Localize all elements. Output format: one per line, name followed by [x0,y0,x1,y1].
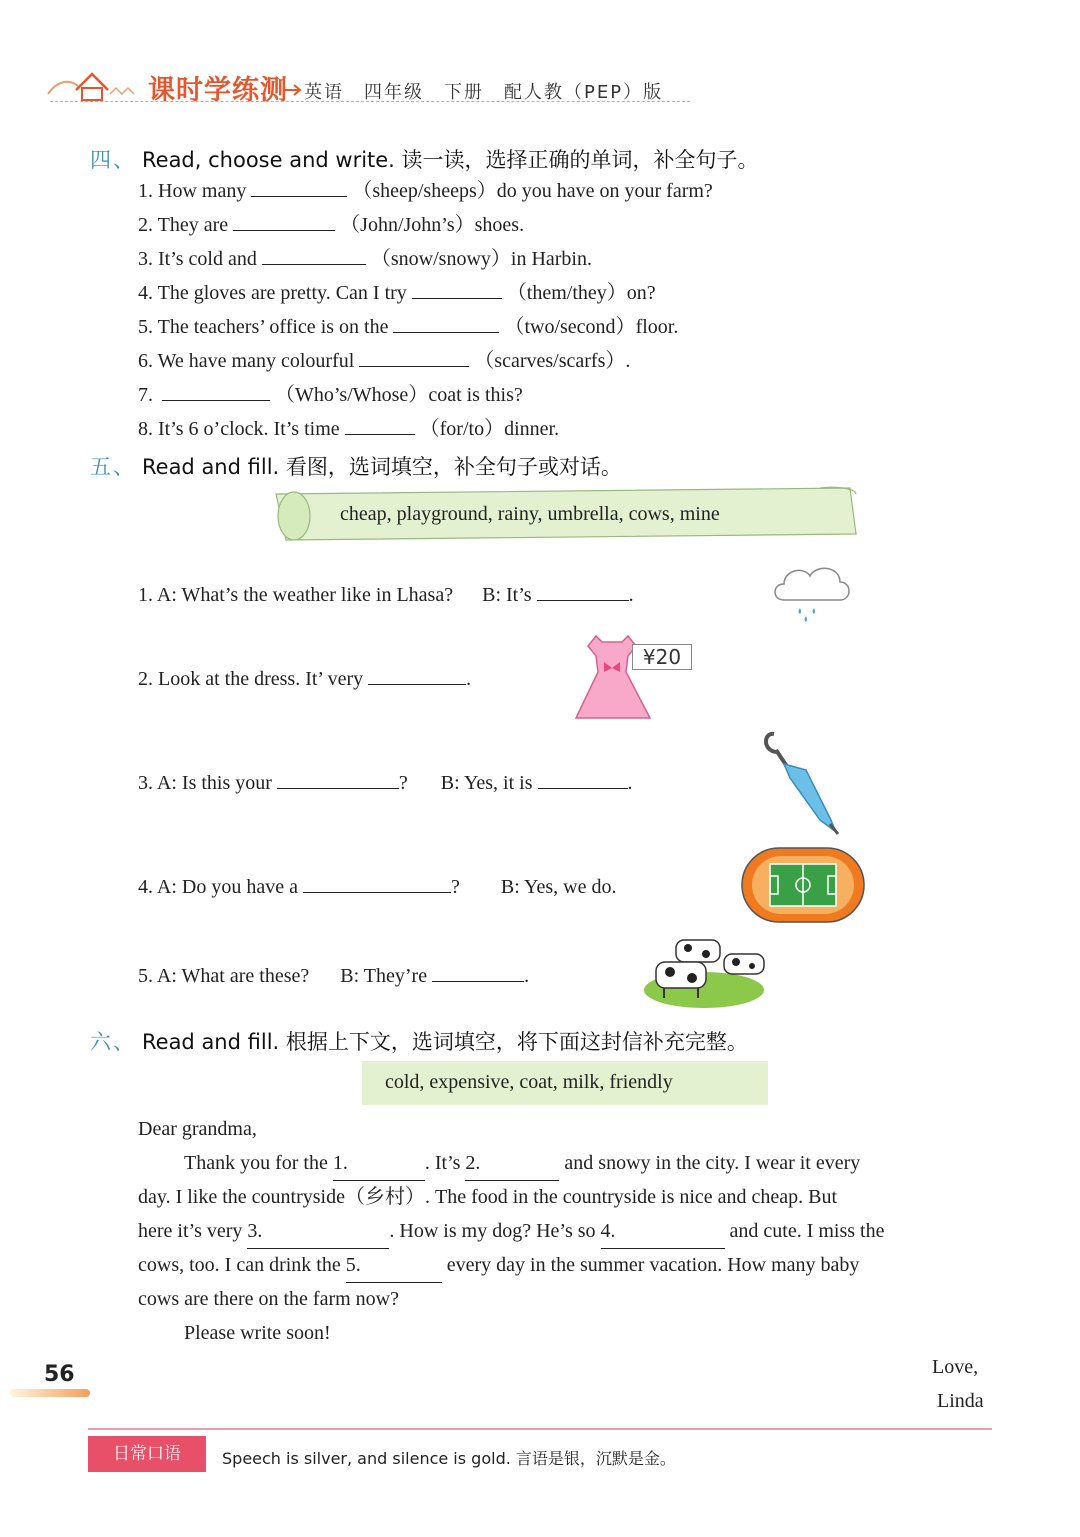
footer-text: Speech is silver, and silence is gold. 言语是银，沉默是金。 [222,1449,676,1468]
letter-line-6: Please write soon! [184,1322,331,1344]
arrow-icon [285,84,303,96]
book-subtitle: 英语 四年级 下册 配人教（PEP）版 [304,82,664,103]
s5-q4: 4. A: Do you have a ? B: Yes, we do. [138,876,617,898]
page-number: 56 [44,1362,75,1387]
answer-blank[interactable] [277,770,399,789]
s4-item-6: 6. We have many colourful （scarves/scarfs）. [138,350,631,372]
letter-blank-2[interactable]: 2. [465,1146,559,1181]
answer-blank[interactable] [233,212,335,231]
letter-line-3: here it’s very 3. . How is my dog? He’s so 4. and cute. I miss the [138,1214,884,1249]
letter-closing: Love, [932,1356,979,1378]
house-logo-icon [46,64,146,104]
answer-blank[interactable] [412,280,502,299]
page-number-bar [10,1389,90,1397]
s5-q5: 5. A: What are these? B: They’re . [138,965,530,987]
cows-icon [640,934,768,1012]
letter-greeting: Dear grandma, [138,1118,257,1140]
letter-blank-3[interactable]: 3. [247,1214,389,1249]
s4-item-4: 4. The gloves are pretty. Can I try （them/they）on? [138,282,656,304]
footer-divider [88,1428,992,1430]
section-5-heading: 五、 Read and fill. 看图，选词填空，补全句子或对话。 [90,455,622,479]
answer-blank[interactable] [359,348,469,367]
answer-blank[interactable] [432,963,524,982]
answer-blank[interactable] [368,666,466,685]
answer-blank[interactable] [303,874,451,893]
s5-q3: 3. A: Is this your ? B: Yes, it is . [138,772,633,794]
answer-blank[interactable] [262,246,366,265]
s4-item-2: 2. They are （John/John’s）shoes. [138,214,525,236]
s4-item-7: 7. （Who’s/Whose）coat is this? [138,384,523,406]
price-tag: ¥20 [632,644,692,670]
s4-item-5: 5. The teachers’ office is on the （two/second）floor. [138,316,679,338]
s4-item-8: 8. It’s 6 o’clock. It’s time （for/to）dinner. [138,418,560,440]
letter-line-5: cows are there on the farm now? [138,1288,399,1310]
s5-q1: 1. A: What’s the weather like in Lhasa? B: It’s . [138,584,634,606]
letter-blank-1[interactable]: 1. [333,1146,425,1181]
section-6-heading: 六、 Read and fill. 根据上下文，选词填空，将下面这封信补充完整。 [90,1030,748,1054]
umbrella-icon [760,728,842,838]
answer-blank[interactable] [537,582,629,601]
rain-cloud-icon [770,558,852,630]
answer-blank[interactable] [345,416,415,435]
letter-signature: Linda [937,1390,984,1412]
section-4-heading: 四、 Read, choose and write. 读一读，选择正确的单词，补全句子。 [90,148,759,172]
playground-icon [740,846,866,924]
answer-blank[interactable] [393,314,499,333]
footer-label: 日常口语 [88,1436,206,1472]
answer-blank[interactable] [251,178,347,197]
letter-blank-5[interactable]: 5. [346,1248,442,1283]
word-bank-6: cold, expensive, coat, milk, friendly [385,1071,673,1093]
letter-line-2: day. I like the countryside（乡村）. The food in the countryside is nice and cheap. But [138,1186,838,1208]
s5-q2: 2. Look at the dress. It’ very . [138,668,472,690]
word-bank-5: cheap, playground, rainy, umbrella, cows, mine [340,503,720,525]
letter-blank-4[interactable]: 4. [601,1214,725,1249]
answer-blank[interactable] [162,382,270,401]
answer-blank[interactable] [538,770,628,789]
letter-line-1: Thank you for the 1. . It’s 2. and snowy in the city. I wear it every [184,1146,860,1181]
letter-line-4: cows, too. I can drink the 5. every day in the summer vacation. How many baby [138,1248,859,1283]
s4-item-3: 3. It’s cold and （snow/snowy）in Harbin. [138,248,592,270]
header-divider [50,101,690,102]
s4-item-1: 1. How many （sheep/sheeps）do you have on your farm? [138,180,713,202]
book-title: 课时学练测 [148,75,288,106]
